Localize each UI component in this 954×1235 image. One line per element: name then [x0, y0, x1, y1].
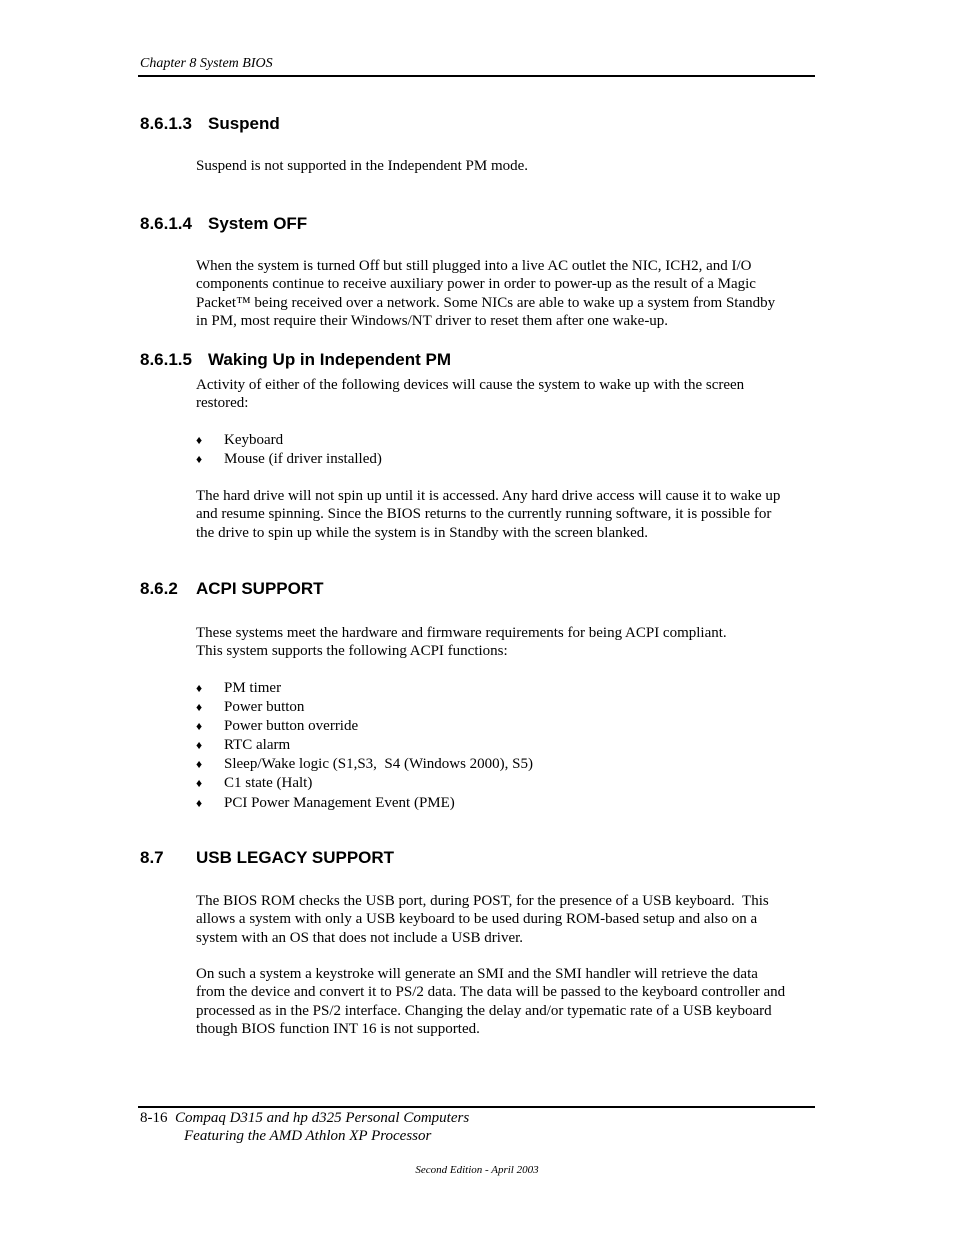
edition-note: Second Edition - April 2003	[415, 1164, 539, 1176]
heading-title: ACPI SUPPORT	[196, 579, 324, 598]
text-line: allows a system with only a USB keyboard to be used during ROM-based setup and also on a	[196, 911, 758, 928]
heading-number: 8.7	[140, 848, 164, 867]
list-item: ♦ PCI Power Management Event (PME)	[196, 794, 533, 813]
diamond-bullet-icon: ♦	[196, 433, 203, 447]
text-line: system with an OS that does not include a USB driver.	[196, 929, 524, 946]
heading-number: 8.6.1.3	[140, 114, 192, 133]
diamond-bullet-icon: ♦	[196, 776, 203, 791]
heading-title: USB LEGACY SUPPORT	[196, 848, 395, 867]
list-item: ♦ C1 state (Halt)	[196, 774, 533, 793]
list-item: ♦ Mouse (if driver installed)	[196, 450, 382, 469]
text-line: The hard drive will not spin up until it is accessed. Any hard drive access will cause it to wake up	[196, 488, 781, 504]
text-line: The BIOS ROM checks the USB port, during POST, for the presence of a USB keyboard. This	[196, 893, 769, 909]
footer-rule	[138, 1106, 815, 1108]
diamond-bullet-icon: ♦	[196, 681, 203, 695]
usb-paragraph-1	[196, 892, 816, 947]
heading-acpi-support	[140, 579, 324, 599]
text-line: in PM, most require their Windows/NT driver to reset them after one wake-up.	[196, 312, 669, 329]
heading-title: Waking Up in Independent PM	[208, 350, 452, 369]
footer-title-line-2: Featuring the AMD Athlon XP Processor	[184, 1128, 432, 1144]
text-line: the drive to spin up while the system is in Standby with the screen blanked.	[196, 524, 649, 541]
diamond-bullet-icon: ♦	[196, 719, 203, 734]
acpi-intro	[196, 624, 816, 661]
heading-title: Suspend	[208, 114, 280, 133]
diamond-bullet-icon: ♦	[196, 757, 203, 772]
diamond-bullet-icon: ♦	[196, 795, 203, 810]
text-line: Packet™ being received over a network. Some NICs are able to wake up a system from Standby	[196, 294, 776, 311]
diamond-bullet-icon: ♦	[196, 452, 203, 467]
text-line: components continue to receive auxiliary power in order to power-up as the result of a Magic	[196, 276, 756, 293]
footer-title-line-1: Compaq D315 and hp d325 Personal Computers	[175, 1110, 470, 1126]
heading-number: 8.6.2	[140, 579, 178, 598]
running-head: Chapter 8 System BIOS	[140, 56, 273, 71]
text-line: When the system is turned Off but still plugged into a live AC outlet the NIC, ICH2, and I/O	[196, 258, 752, 274]
list-item: ♦ Keyboard	[196, 431, 382, 450]
text-line: restored:	[196, 395, 249, 412]
diamond-bullet-icon: ♦	[196, 738, 203, 753]
diamond-bullet-icon: ♦	[196, 700, 203, 715]
header-rule	[138, 75, 815, 77]
wake-device-list	[196, 431, 382, 469]
list-item: ♦ PM timer	[196, 679, 533, 698]
heading-suspend	[140, 114, 280, 134]
heading-usb-legacy-support	[140, 848, 394, 868]
list-item: ♦ Power button	[196, 698, 533, 717]
footer-title-block	[140, 1109, 469, 1145]
text-line: On such a system a keystroke will generate an SMI and the SMI handler will retrieve the data	[196, 966, 758, 982]
list-item: ♦ RTC alarm	[196, 736, 533, 755]
system-off-paragraph	[196, 257, 816, 330]
waking-up-intro	[196, 376, 816, 413]
text-line: though BIOS function INT 16 is not supported.	[196, 1020, 480, 1037]
heading-title: System OFF	[208, 214, 308, 233]
text-line: processed as in the PS/2 interface. Changing the delay and/or typematic rate of a USB keyboard	[196, 1002, 772, 1019]
text-line: from the device and convert it to PS/2 data. The data will be passed to the keyboard controller and	[196, 984, 786, 1001]
heading-number: 8.6.1.4	[140, 214, 192, 233]
heading-waking-up	[140, 350, 451, 370]
heading-number: 8.6.1.5	[140, 350, 192, 369]
text-line: Activity of either of the following devices will cause the system to wake up with the screen	[196, 377, 745, 393]
page-number: 8-16	[140, 1110, 168, 1126]
text-line: This system supports the following ACPI functions:	[196, 643, 508, 660]
text-line: and resume spinning. Since the BIOS returns to the currently running software, it is possible for	[196, 506, 772, 523]
suspend-paragraph: Suspend is not supported in the Independent PM mode.	[196, 158, 529, 174]
heading-system-off	[140, 214, 307, 234]
list-item: ♦ Sleep/Wake logic (S1,S3, S4 (Windows 2000), S5)	[196, 755, 533, 774]
usb-paragraph-2	[196, 965, 816, 1038]
acpi-function-list	[196, 679, 533, 813]
list-item: ♦ Power button override	[196, 717, 533, 736]
waking-up-paragraph	[196, 487, 816, 542]
text-line: These systems meet the hardware and firmware requirements for being ACPI compliant.	[196, 625, 727, 641]
